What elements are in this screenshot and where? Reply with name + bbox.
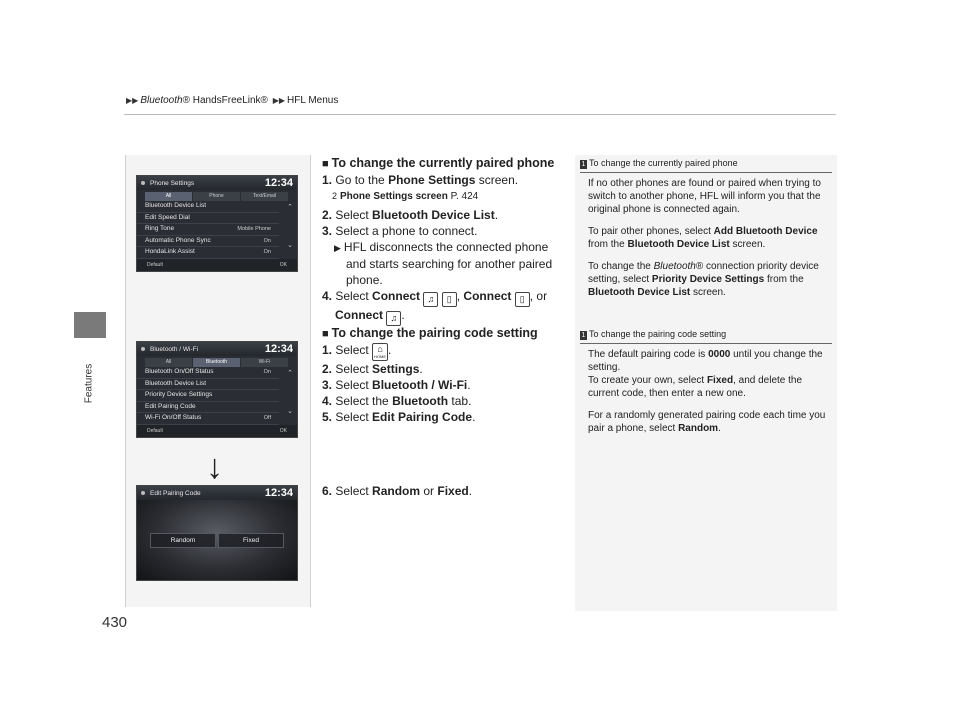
note-number-icon: 1 <box>581 161 586 168</box>
breadcrumb-arrow-icon: ▶▶ <box>126 96 139 105</box>
breadcrumb-handsfreelink: HandsFreeLink® <box>189 95 268 106</box>
item-value: Off <box>263 415 271 421</box>
result-arrow-icon: ▶ <box>334 243 341 253</box>
screenshot-column <box>125 155 311 607</box>
item-label: Edit Speed Dial <box>145 213 190 221</box>
section-heading <box>322 155 562 172</box>
step-3-result: ▶ HFL disconnects the connected phone and starts searching for another paired phone. <box>334 240 553 287</box>
ok-button[interactable]: OK <box>279 261 287 268</box>
note-paragraph: The default pairing code is 0000 until you change the setting. <box>588 349 823 373</box>
screen-footer <box>137 425 297 437</box>
item-label: Automatic Phone Sync <box>145 236 211 244</box>
down-arrow-icon: ↓ <box>206 448 223 486</box>
random-button[interactable]: Random <box>150 533 216 548</box>
reference-arrow-icon: 2 <box>332 191 338 201</box>
step-4: 4. Select Connect ♫ ▯ , Connect ▯ , or <box>322 288 562 307</box>
item-label: Bluetooth Device List <box>145 202 207 209</box>
note-paragraph: To change the Bluetooth® connection priority device setting, select Priority Device Settings from the Bluetooth Device List screen. <box>588 261 819 298</box>
scroll-down-icon[interactable]: ⌄ <box>287 408 293 415</box>
step-1: 1. Go to the Phone Settings screen. <box>322 173 519 187</box>
bluetooth-wifi-screen <box>136 341 298 438</box>
section-heading <box>322 325 562 342</box>
page-number: 430 <box>102 614 128 631</box>
item-label: Priority Device Settings <box>145 391 213 398</box>
item-label: Edit Pairing Code <box>145 402 196 410</box>
item-label: Bluetooth On/Off Status <box>145 368 214 375</box>
step-4-cont: Connect ♫ . <box>322 307 562 326</box>
menu-list <box>137 367 297 425</box>
menu-list <box>137 201 297 259</box>
section-pairing-code <box>322 325 562 425</box>
scroll-up-icon[interactable]: ⌃ <box>287 370 293 377</box>
item-value: On <box>263 237 271 244</box>
list-item[interactable] <box>137 213 279 225</box>
item-value: On <box>263 249 271 255</box>
list-item[interactable] <box>137 390 279 402</box>
clock: 12:34 <box>264 343 293 355</box>
note-change-paired-phone <box>580 157 832 308</box>
home-icon: ⌂ HOME <box>374 344 387 359</box>
note-number-icon: 1 <box>581 332 586 339</box>
list-item[interactable] <box>137 236 279 248</box>
screen-footer <box>137 259 297 271</box>
breadcrumb-arrow-icon: ▶▶ <box>272 96 286 105</box>
item-label: Bluetooth Device List <box>145 379 207 387</box>
header-rule <box>124 114 836 115</box>
step-6: 6. Select Random or Fixed. <box>322 484 473 498</box>
screen-tabs <box>145 192 289 201</box>
screen-header <box>137 342 297 356</box>
tab-all[interactable]: All <box>145 358 192 367</box>
square-bullet-icon: ■ <box>322 328 329 340</box>
step-2: 2. Select Bluetooth Device List. <box>322 208 499 222</box>
edit-pairing-code-screen <box>136 485 298 581</box>
tab-all[interactable]: All <box>145 192 192 201</box>
phone-icon: ▯ <box>442 292 457 307</box>
breadcrumb <box>124 95 338 106</box>
tab-wifi[interactable]: Wi-Fi <box>241 358 288 367</box>
note-pairing-code <box>580 328 832 444</box>
list-item[interactable] <box>137 413 279 425</box>
note-paragraph: To pair other phones, select Add Bluetooth Device from the Bluetooth Device List screen. <box>588 226 818 250</box>
screen-header <box>137 486 297 500</box>
side-tab-marker <box>74 312 106 338</box>
music-icon: ♫ <box>386 311 401 326</box>
screen-title: Phone Settings <box>150 179 195 187</box>
tab-bluetooth[interactable]: Bluetooth <box>193 358 240 367</box>
list-item[interactable] <box>137 201 279 213</box>
default-button[interactable]: Default <box>147 261 163 268</box>
note-paragraph: For a randomly generated pairing code each time you pair a phone, select Random. <box>588 410 826 434</box>
note-title: 1 To change the currently paired phone <box>580 157 832 173</box>
note-title: 1 To change the pairing code setting <box>580 328 832 344</box>
music-icon: ♫ <box>423 292 438 307</box>
side-tab-text: Features <box>83 363 95 404</box>
list-item[interactable] <box>137 247 279 259</box>
phone-settings-screen <box>136 175 298 272</box>
breadcrumb-bluetooth: Bluetooth <box>140 95 183 106</box>
page-reference[interactable]: 2 Phone Settings screen P. 424 <box>332 191 479 202</box>
item-label: Wi-Fi On/Off Status <box>145 414 202 421</box>
step-3: 3. Select a phone to connect. <box>322 224 478 238</box>
heading-text: To change the currently paired phone <box>331 156 555 170</box>
side-tab-label <box>66 356 112 416</box>
step-2: 2. Select Settings. <box>322 362 423 376</box>
scroll-up-icon[interactable]: ⌃ <box>287 204 293 211</box>
screen-tabs <box>145 358 289 367</box>
back-icon[interactable] <box>141 181 145 185</box>
list-item[interactable] <box>137 402 279 414</box>
screen-title: Edit Pairing Code <box>150 489 201 497</box>
list-item[interactable] <box>137 367 279 379</box>
note-paragraph: To create your own, select Fixed, and delete the current code, then enter a new one. <box>588 375 803 399</box>
back-icon[interactable] <box>141 347 145 351</box>
tab-text-email[interactable]: Text/Email <box>241 192 288 201</box>
phone-icon: ▯ <box>515 292 530 307</box>
item-label: Ring Tone <box>145 225 175 232</box>
clock: 12:34 <box>264 177 293 189</box>
scroll-down-icon[interactable]: ⌄ <box>287 242 293 249</box>
back-icon[interactable] <box>141 491 145 495</box>
section-change-paired-phone <box>322 155 562 326</box>
screen-title: Bluetooth / Wi-Fi <box>150 345 199 353</box>
clock: 12:34 <box>264 487 293 499</box>
step-1: 1. Select ⌂ HOME . <box>322 343 392 359</box>
ok-button[interactable]: OK <box>279 427 287 434</box>
item-label: HondaLink Assist <box>145 248 195 255</box>
pairing-options <box>137 533 297 548</box>
list-item[interactable] <box>137 224 279 236</box>
heading-text: To change the pairing code setting <box>331 326 538 340</box>
step-5: 5. Select Edit Pairing Code. <box>322 410 476 424</box>
tab-phone[interactable]: Phone <box>193 192 240 201</box>
reg-mark: ® <box>182 95 190 106</box>
step-3: 3. Select Bluetooth / Wi-Fi. <box>322 378 471 392</box>
square-bullet-icon: ■ <box>322 158 329 170</box>
breadcrumb-hfl-menus: HFL Menus <box>287 95 339 106</box>
item-value: On <box>263 369 271 375</box>
screen-header <box>137 176 297 190</box>
step-4: 4. Select the Bluetooth tab. <box>322 394 472 408</box>
default-button[interactable]: Default <box>147 427 163 434</box>
fixed-button[interactable]: Fixed <box>218 533 284 548</box>
item-value: Mobile Phone <box>237 226 271 232</box>
note-paragraph: If no other phones are found or paired when trying to switch to another phone, HFL will inform you that the original phone is connected again. <box>588 178 821 215</box>
list-item[interactable] <box>137 379 279 391</box>
